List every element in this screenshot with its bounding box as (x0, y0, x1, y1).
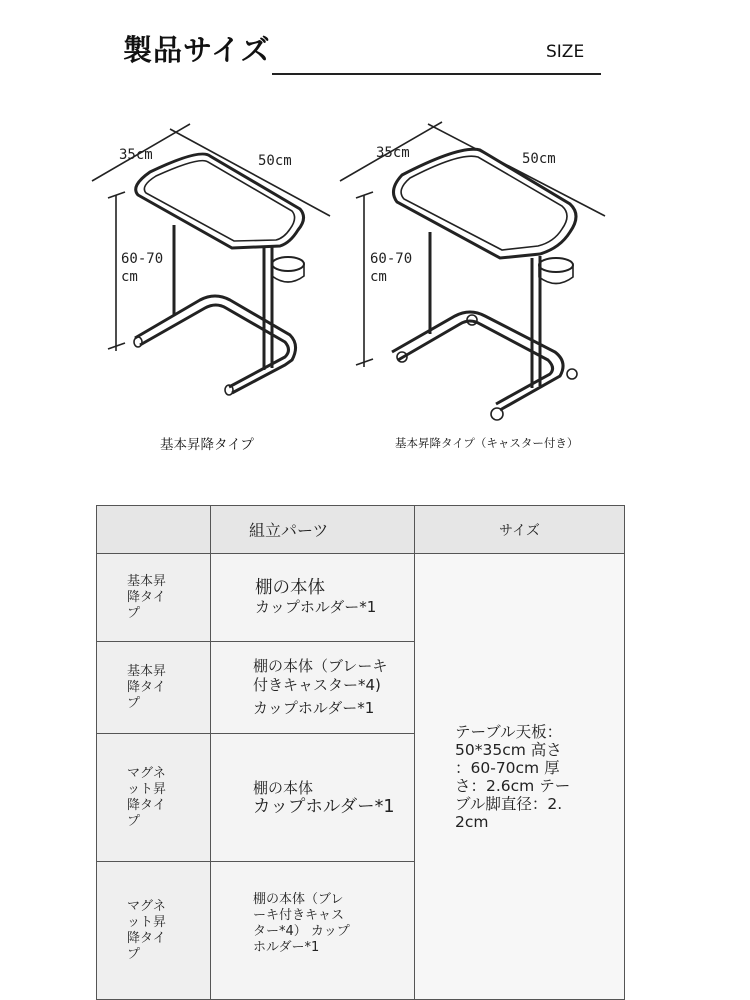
type-cell: 基本昇 降タイ プ (97, 554, 211, 642)
left-height-unit: cm (121, 269, 138, 285)
left-depth-label: 50cm (258, 153, 292, 169)
spec-table (96, 505, 625, 1000)
parts-cell: 棚の本体（ブレーキ 付きキャスター*4) カップホルダー*1 (211, 642, 415, 734)
left-caption: 基本昇降タイプ (160, 437, 254, 453)
size-label: SIZE (546, 42, 585, 62)
header-parts: 組立パーツ (211, 506, 415, 554)
parts-cell: 棚の本体 カップホルダー*1 (211, 734, 415, 862)
header-type (97, 506, 211, 554)
type-cell: マグネ ット昇 降タイ プ (97, 862, 211, 1000)
table-row (97, 554, 625, 642)
right-height-label: 60-70 (370, 251, 413, 267)
right-width-label: 35cm (376, 145, 410, 161)
parts-cell: 棚の本体 カップホルダー*1 (211, 554, 415, 642)
left-width-label: 35cm (119, 147, 153, 163)
right-height-unit: cm (370, 269, 387, 285)
left-height-label: 60-70 (121, 251, 164, 267)
size-cell: テーブル天板： 50*35cm 高さ ：60-70cm 厚 さ：2.6cm テー ブル脚直径：2. 2cm (415, 554, 625, 1000)
parts-cell: 棚の本体（ブレ ーキ付きキャス ター*4） カップ ホルダー*1 (211, 862, 415, 1000)
right-depth-label: 50cm (522, 151, 556, 167)
product-illustrations (0, 0, 750, 470)
type-cell: マグネ ット昇 降タイ プ (97, 734, 211, 862)
type-cell: 基本昇 降タイ プ (97, 642, 211, 734)
table-header-row (97, 506, 625, 554)
page-title: 製品サイズ (123, 33, 271, 67)
right-caption: 基本昇降タイプ（キャスター付き） (395, 436, 579, 450)
header-size: サイズ (415, 506, 625, 554)
